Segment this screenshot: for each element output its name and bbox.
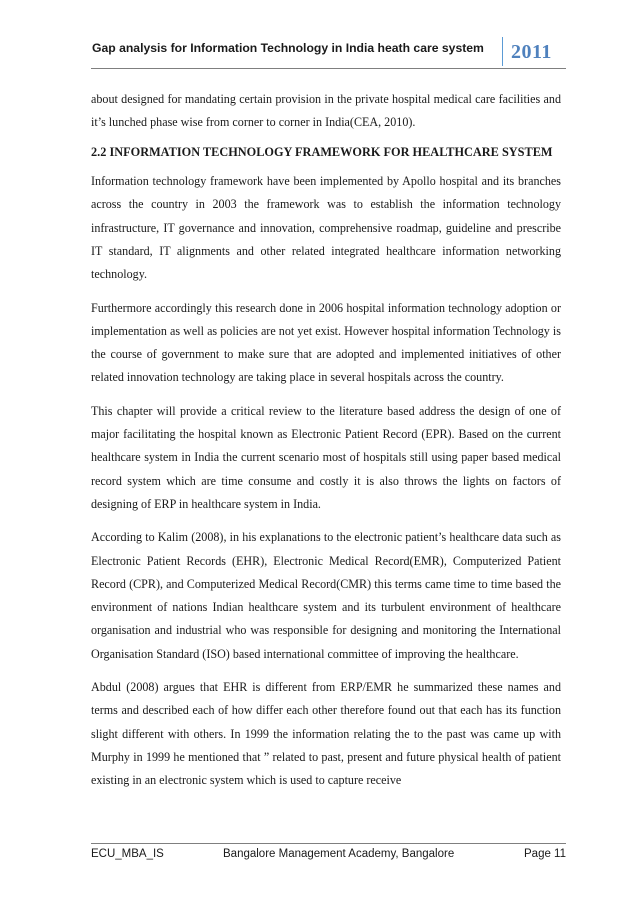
page-header <box>91 26 566 66</box>
paragraph-kalim: According to Kalim (2008), in his explanations to the electronic patient’s healthcare data such as Electronic Patient Records (EHR), Electronic Medical Record(EMR), Computerized Patient Record (CPR), and Computerized Medical Record(CMR) this terms came time to time based the environment of nations Indian healthcare system and its turbulent environment of healthcare organisation and industrial who was responsible for designing and monitoring the International Organisation Standard (ISO) based international committee of improving the healthcare. <box>91 530 561 661</box>
page-footer <box>91 848 566 866</box>
footer-course: ECU_MBA_IS <box>91 848 164 860</box>
footer-rule <box>91 843 566 844</box>
header-rule <box>91 68 566 69</box>
header-divider <box>502 37 503 66</box>
paragraph-it-framework: Information technology framework have been implemented by Apollo hospital and its branches across the country in 2003 the framework was to establish the information technology infrastructure, IT governance and innovation, comprehensive roadmap, guideline and prescribe IT standard, IT alignments and other related integrated healthcare information networking technology. <box>91 174 561 282</box>
header-year: 2011 <box>511 41 552 63</box>
page-body <box>91 88 561 803</box>
paragraph-research-2006: Furthermore accordingly this research done in 2006 hospital information technology adoption or implementation as well as policies are not yet exist. However hospital information Technology is the course of government to make sure that are adopted and implemented initiatives of other related innovation technology are taking place in several hospitals across the country. <box>91 300 561 385</box>
header-title: Gap analysis for Information Technology in India heath care system <box>92 41 484 55</box>
section-heading: 2.2 INFORMATION TECHNOLOGY FRAMEWORK FOR HEALTHCARE SYSTEM <box>91 144 553 159</box>
page-number: Page 11 <box>524 848 566 860</box>
paragraph-continued: about designed for mandating certain provision in the private hospital medical care facilities and it’s lunched phase wise from corner to corner in India(CEA, 2010). <box>91 92 561 130</box>
paragraph-abdul: Abdul (2008) argues that EHR is different from ERP/EMR he summarized these names and terms and described each of how differ each other therefore found out that each has its function slight different with others. In 1999 the information relating the to the past was came up with Murphy in 1999 he mentioned that ” related to past, present and future physical health of patient existing in an electronic system which is used to capture receive <box>91 680 561 788</box>
footer-institution: Bangalore Management Academy, Bangalore <box>223 848 455 860</box>
paragraph-chapter-review: This chapter will provide a critical review to the literature based address the design of one of major facilitating the hospital known as Electronic Patient Record (EPR). Based on the current healthcare system in India the current scenario most of hospitals still using paper based medical record system which are time consume and costly it is also throws the lights on factors of designing of ERP in healthcare system in India. <box>91 403 561 511</box>
